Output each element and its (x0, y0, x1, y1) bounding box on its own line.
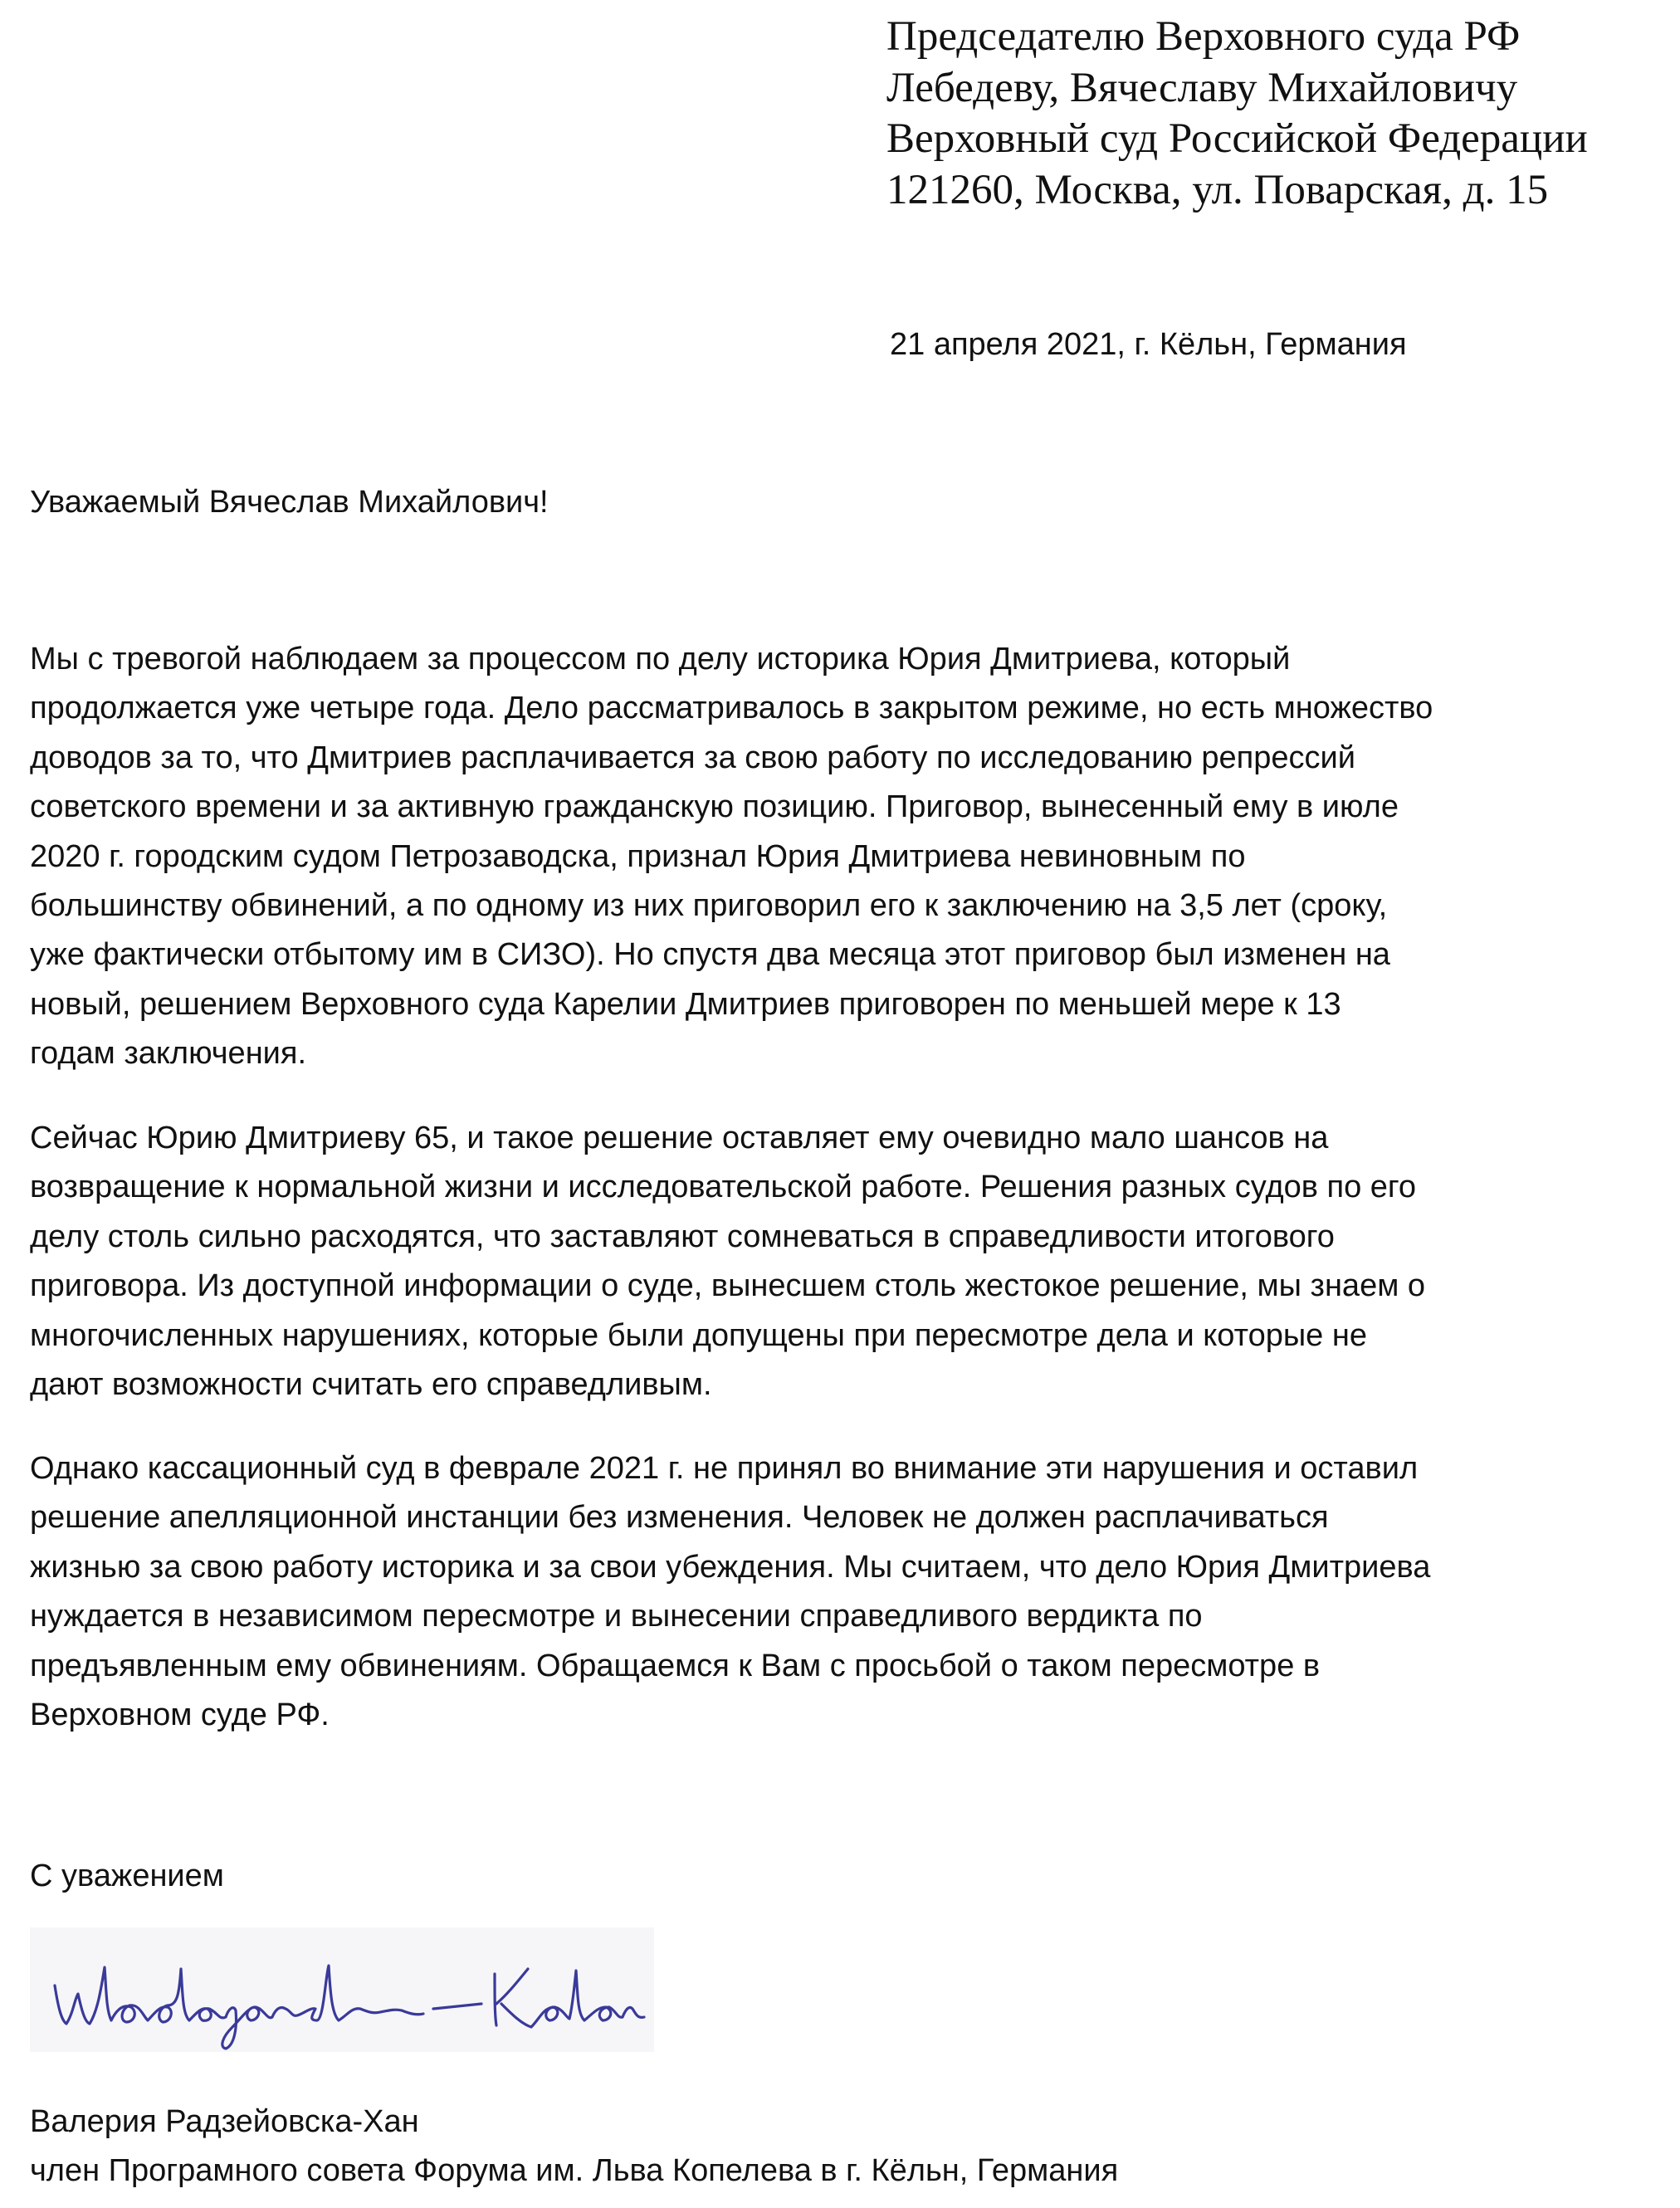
paragraph-line: Мы с тревогой наблюдаем за процессом по делу историка Юрия Дмитриева, который (30, 642, 1291, 677)
paragraph-line: Верховном суде РФ. (30, 1698, 330, 1733)
paragraph-line: уже фактически отбытому им в СИЗО). Но спустя два месяца этот приговор был изменен на (30, 937, 1390, 973)
paragraph-line: нуждается в независимом пересмотре и вынесении справедливого вердикта по (30, 1599, 1203, 1634)
signer-block (30, 2098, 1118, 2196)
paragraph-line: доводов за то, что Дмитриев расплачивается за свою работу по исследованию репрессий (30, 740, 1355, 775)
handwritten-signature (30, 1927, 654, 2052)
date-and-place: 21 апреля 2021, г. Кёльн, Германия (890, 327, 1407, 362)
signer-name: Валерия Радзейовска-Хан (30, 2104, 419, 2139)
paragraph-line: Сейчас Юрию Дмитриеву 65, и такое решение оставляет ему очевидно мало шансов на (30, 1121, 1329, 1155)
addressee-line: 121260, Москва, ул. Поварская, д. 15 (886, 166, 1549, 213)
paragraph-line: большинству обвинений, а по одному из них приговорил его к заключению на 3,5 лет (сроку, (30, 888, 1388, 924)
addressee-block (886, 12, 1650, 216)
paragraph-line: жизнью за свою работу историка и за свои убеждения. Мы считаем, что дело Юрия Дмитриева (30, 1549, 1431, 1585)
paragraph-line: многочисленных нарушениях, которые были допущены при пересмотре дела и которые не (30, 1317, 1367, 1353)
signer-role: член Програмного совета Форума им. Льва Копелева в г. Кёльн, Германия (30, 2153, 1119, 2188)
addressee-line: Верховный суд Российской Федерации (886, 115, 1588, 162)
signature-stroke (55, 1966, 644, 2049)
paragraph-line: годам заключения. (30, 1036, 307, 1072)
paragraph-line: продолжается уже четыре года. Дело рассматривалось в закрытом режиме, но есть множество (30, 691, 1433, 726)
addressee-line: Председателю Верховного суда РФ (886, 13, 1521, 60)
paragraph-3 (30, 1444, 1657, 1740)
paragraph-line: новый, решением Верховного суда Карелии Дмитриев приговорен по меньшей мере к 13 (30, 986, 1341, 1022)
paragraph-line: 2020 г. городским судом Петрозаводска, признал Юрия Дмитриева невиновным по (30, 838, 1246, 874)
paragraph-2 (30, 1114, 1657, 1409)
salutation: Уважаемый Вячеслав Михайлович! (30, 485, 549, 520)
paragraph-line: возвращение к нормальной жизни и исследовательской работе. Решения разных судов по его (30, 1170, 1417, 1205)
closing-phrase: С уважением (30, 1859, 224, 1893)
paragraph-line: предъявленным ему обвинениям. Обращаемся к Вам с просьбой о таком пересмотре в (30, 1648, 1321, 1683)
paragraph-line: приговора. Из доступной информации о суде, вынесшем столь жестокое решение, мы знаем о (30, 1268, 1426, 1304)
paragraph-line: дают возможности считать его справедливым. (30, 1367, 712, 1403)
paragraph-1 (30, 635, 1657, 1079)
paragraph-line: делу столь сильно расходятся, что заставляют сомневаться в справедливости итогового (30, 1219, 1335, 1254)
paragraph-line: Однако кассационный суд в феврале 2021 г. не принял во внимание эти нарушения и оставил (30, 1451, 1419, 1486)
paragraph-line: решение апелляционной инстанции без изменения. Человек не должен расплачиваться (30, 1500, 1329, 1536)
paragraph-line: советского времени и за активную гражданскую позицию. Приговор, вынесенный ему в июле (30, 789, 1399, 825)
addressee-line: Лебедеву, Вячеславу Михайловичу (886, 64, 1518, 111)
